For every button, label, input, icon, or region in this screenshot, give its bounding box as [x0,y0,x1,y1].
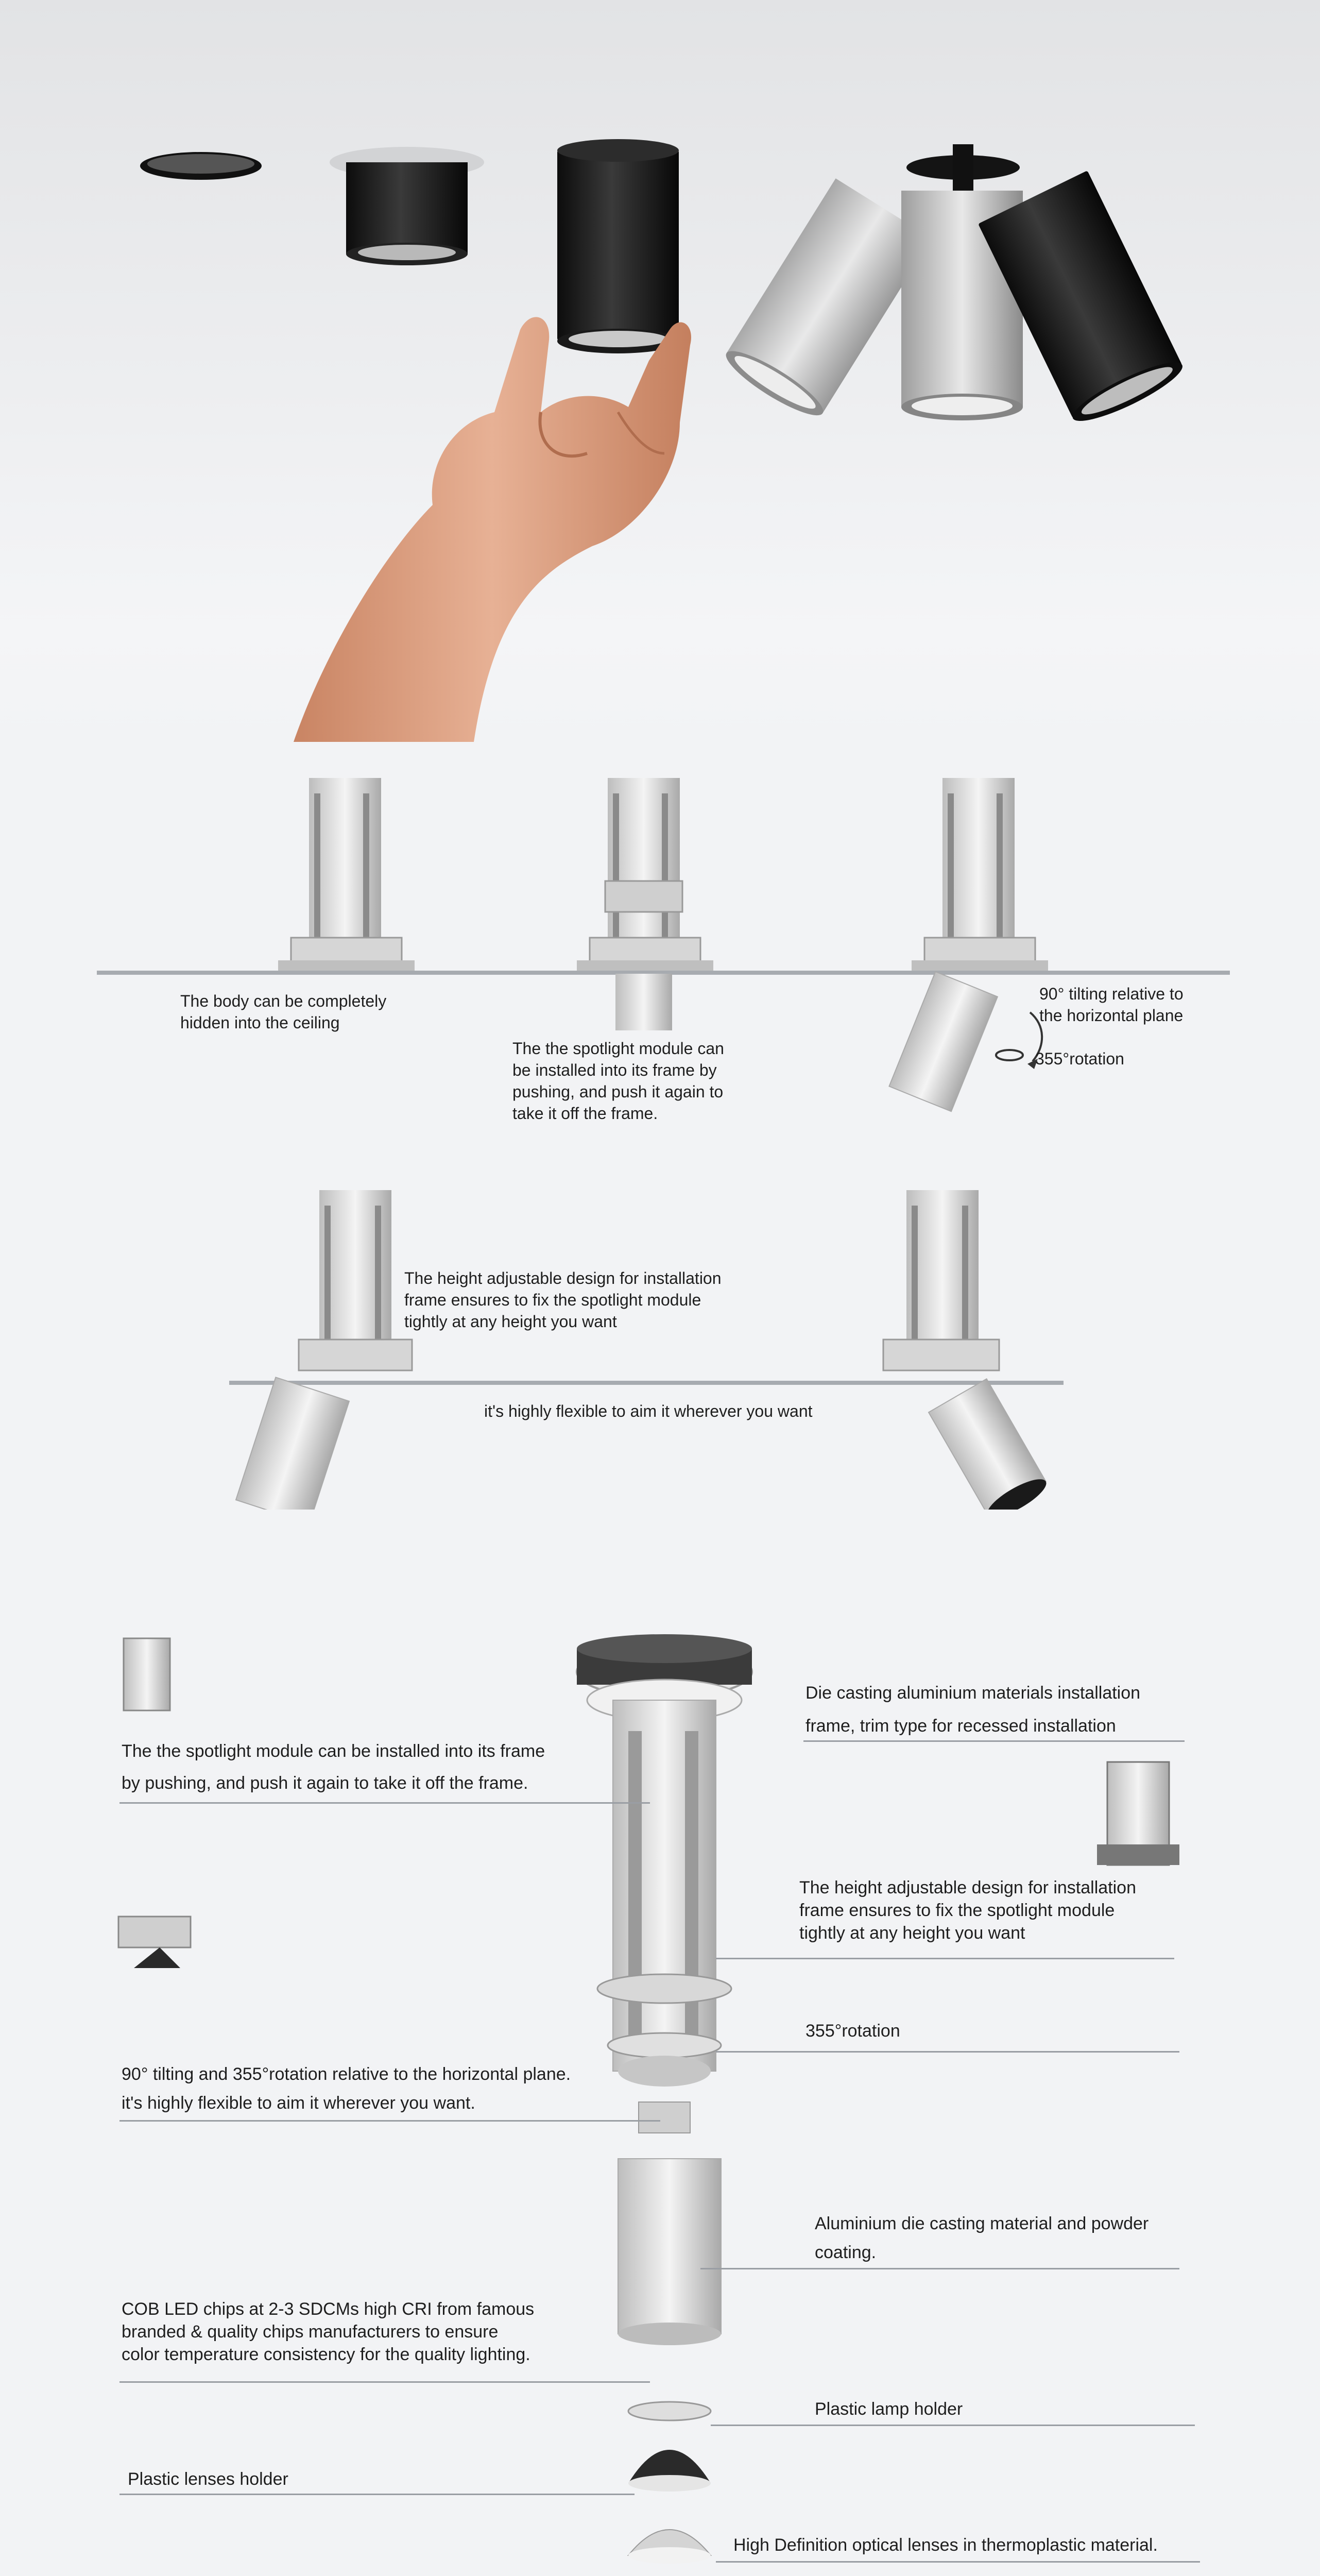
label-aluminium: Aluminium die casting material and powder coating. [815,2214,1149,2262]
rule-tilting [119,2120,660,2122]
height-fixtures [0,1180,1320,1510]
label-spotlight-push: The the spotlight module can be installed into its frame by pushing, and push it again to take it off the frame. [122,1741,545,1793]
label-optical: High Definition optical lenses in thermoplastic material. [733,2535,1158,2555]
caption-flexible: it's highly flexible to aim it wherever you want [484,1402,813,1420]
rule-cob [119,2381,650,2383]
caption-height: The height adjustable design for installation frame ensures to fix the spotlight module tightly at any height you want [404,1269,722,1331]
caption-tilt: 90° tilting relative to the horizontal plane [1039,985,1184,1025]
label-tilting: 90° tilting and 355°rotation relative to the horizontal plane. it's highly flexible to aim it wherever you want. [122,2064,571,2113]
label-lamp-holder: Plastic lamp holder [815,2399,963,2419]
caption-hidden: The body can be completely hidden into the ceiling [180,992,387,1032]
hero-illustration [0,0,1320,747]
caption-rotation: 355°rotation [1035,1049,1124,1068]
label-rotation: 355°rotation [805,2021,900,2041]
caption-push: The the spotlight module can be installed into its frame by pushing, and push it again to take it off the frame. [512,1039,724,1123]
label-lenses-holder: Plastic lenses holder [128,2469,288,2489]
rule-lenses-holder [119,2494,635,2495]
label-cob: COB LED chips at 2-3 SDCMs high CRI from famous branded & quality chips manufacturers to ensure color temperature consistency for the quality lighting. [122,2299,535,2364]
rule-spotlight-push [119,1802,650,1804]
rule-rotation [716,2051,1179,2053]
hand-illustration [294,317,691,742]
rule-height-adjust [716,1958,1174,1959]
label-die-casting: Die casting aluminium materials installation frame, trim type for recessed installation [805,1683,1141,1736]
rule-optical [716,2561,1200,2563]
rule-aluminium [700,2268,1179,2269]
rule-lamp-holder [711,2425,1195,2426]
label-height-adjust: The height adjustable design for installation frame ensures to fix the spotlight module tightly at any height you want [799,1878,1136,1943]
